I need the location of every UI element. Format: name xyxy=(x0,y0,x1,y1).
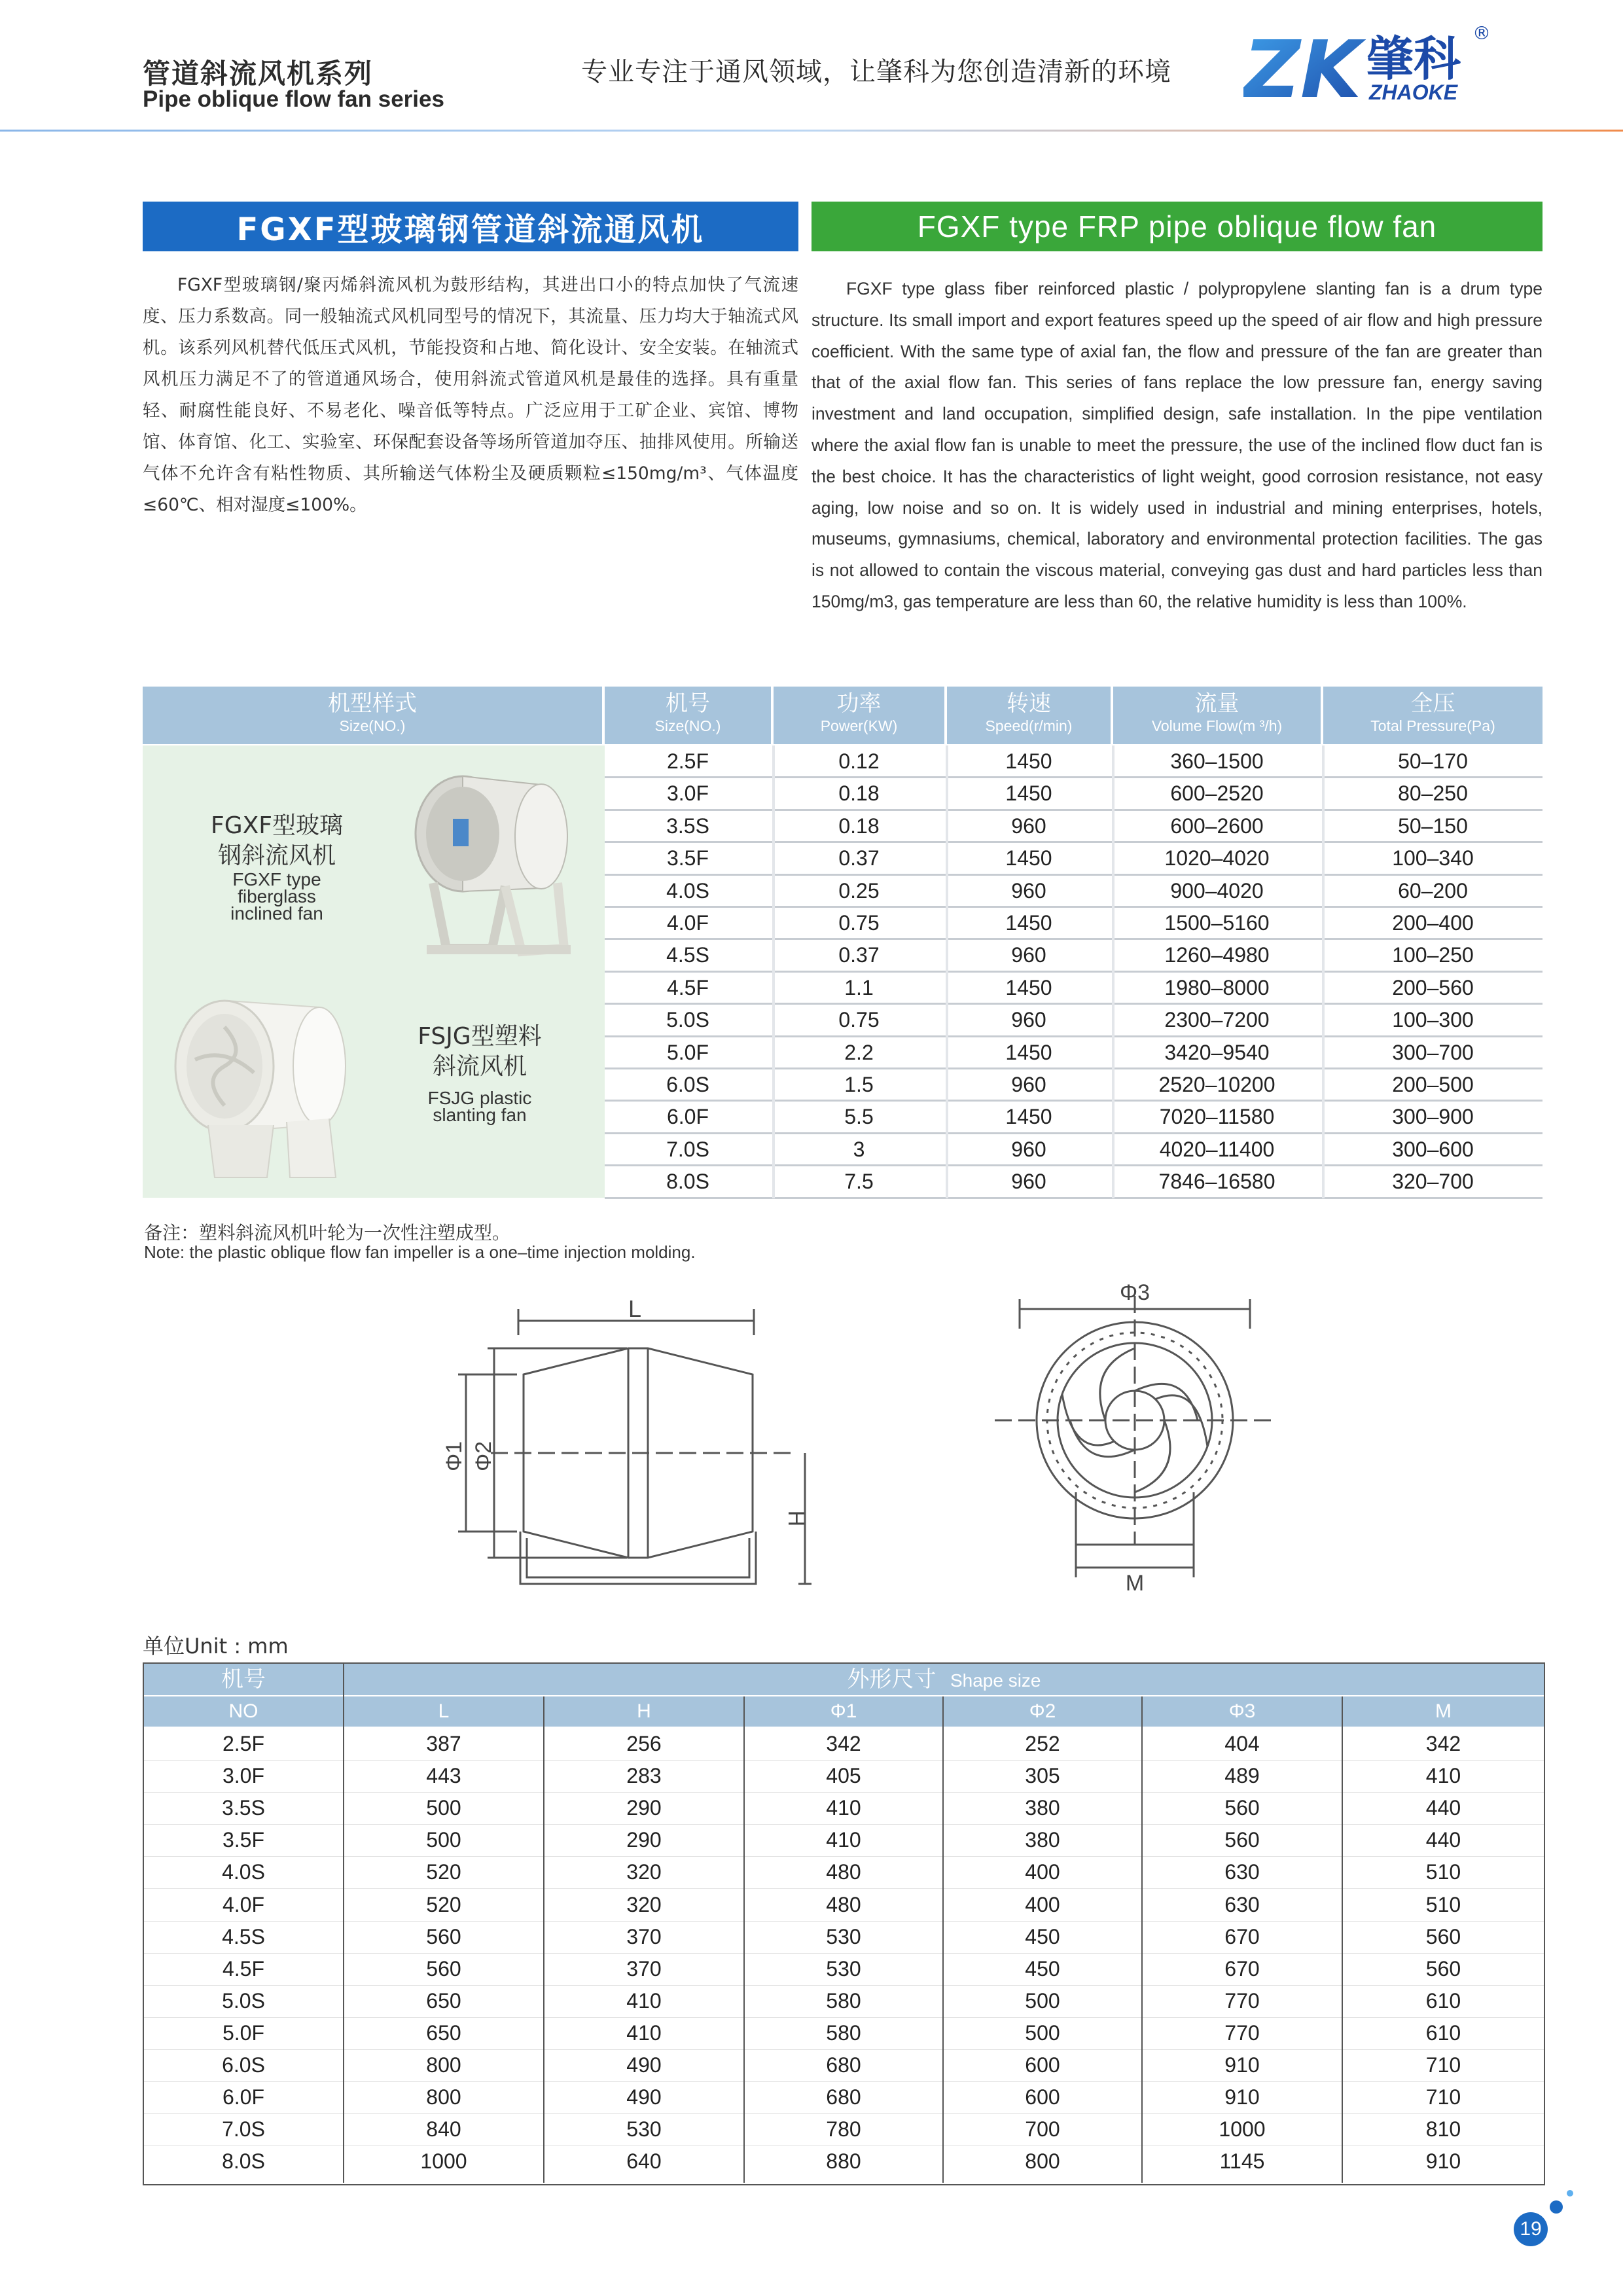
table-cell: 1500–5160 xyxy=(1164,911,1270,935)
table-cell: 600 xyxy=(1025,2085,1060,2109)
table-cell: 2.5F xyxy=(222,1732,265,1755)
table-cell: 610 xyxy=(1425,2020,1461,2045)
logo-letters: ZK xyxy=(1243,25,1361,115)
table-cell: 256 xyxy=(626,1732,662,1755)
table-row xyxy=(605,1101,1543,1133)
label-L: L xyxy=(628,1295,642,1322)
table-cell: 5.5 xyxy=(844,1105,874,1129)
table-cell: 810 xyxy=(1425,2117,1461,2142)
table-row xyxy=(605,907,1543,939)
table-row xyxy=(144,1728,1544,1761)
table-row xyxy=(144,1889,1544,1922)
table-row xyxy=(144,2113,1544,2146)
table-cell: 910 xyxy=(1224,2085,1260,2109)
table-row xyxy=(144,1824,1544,1857)
table-cell: 710 xyxy=(1425,2085,1461,2109)
table-cell: 7.0S xyxy=(222,2117,265,2142)
table-row xyxy=(605,1004,1543,1036)
table-cell: 80–250 xyxy=(1398,781,1468,806)
table-cell: 320–700 xyxy=(1392,1170,1474,1194)
table-cell: 800 xyxy=(426,2085,461,2109)
header-total-pressure: 全压 Total Pressure(Pa) xyxy=(1323,687,1543,744)
header-volume-flow: 流量 Volume Flow(m ³/h) xyxy=(1113,687,1321,744)
column-divider xyxy=(1141,1696,1143,2183)
table-row xyxy=(144,1856,1544,1889)
table-cell: 840 xyxy=(426,2117,461,2142)
table-cell: 610 xyxy=(1425,1988,1461,2013)
dim-column-header: M xyxy=(1343,1696,1544,1727)
table-cell: 2520–10200 xyxy=(1158,1073,1275,1096)
table-cell: 100–300 xyxy=(1392,1008,1474,1032)
table-cell: 300–900 xyxy=(1392,1105,1474,1129)
header-power: 功率 Power(KW) xyxy=(774,687,944,744)
fgxf-fan-image xyxy=(407,772,584,981)
series-title-cn: 管道斜流风机系列 xyxy=(143,58,374,90)
table-row xyxy=(144,2049,1544,2082)
table-row xyxy=(605,745,1543,778)
table-cell: 2300–7200 xyxy=(1164,1008,1270,1032)
table-cell: 2.5F xyxy=(666,749,709,773)
table-cell: 405 xyxy=(826,1764,861,1788)
table-cell: 320 xyxy=(626,1892,662,1916)
table-cell: 530 xyxy=(826,1924,861,1948)
table-row xyxy=(605,972,1543,1004)
table-cell: 560 xyxy=(426,1956,461,1981)
table-cell: 670 xyxy=(1224,1924,1260,1948)
logo-cn: 肇科 xyxy=(1366,31,1461,86)
series-title-en: Pipe oblique flow fan series xyxy=(143,86,444,112)
table-cell: 200–400 xyxy=(1392,911,1474,935)
table-cell: 380 xyxy=(1025,1796,1060,1820)
table-cell: 680 xyxy=(826,2085,861,2109)
label-phi3: Φ3 xyxy=(1119,1280,1150,1305)
table-cell: 960 xyxy=(1011,878,1046,903)
title-cn: FGXF型玻璃钢管道斜流通风机 xyxy=(143,202,798,251)
table-cell: 1980–8000 xyxy=(1164,975,1270,999)
table-cell: 7.5 xyxy=(844,1170,874,1194)
table-cell: 0.75 xyxy=(838,1008,880,1032)
table-row xyxy=(144,1760,1544,1793)
table-cell: 400 xyxy=(1025,1860,1060,1884)
column-divider xyxy=(1112,745,1115,1198)
table-cell: 600–2520 xyxy=(1170,781,1264,806)
table-cell: 404 xyxy=(1224,1732,1260,1755)
table-cell: 440 xyxy=(1425,1796,1461,1820)
table-cell: 6.0S xyxy=(666,1073,709,1096)
table-cell: 1450 xyxy=(1005,846,1052,870)
title-en: FGXF type FRP pipe oblique flow fan xyxy=(812,202,1543,251)
spec-table-header xyxy=(143,687,1543,744)
header-model-type: 机型样式 Size(NO.) xyxy=(143,687,602,744)
table-cell: 1020–4020 xyxy=(1164,846,1270,870)
table-cell: 387 xyxy=(426,1732,461,1755)
table-cell: 800 xyxy=(1025,2149,1060,2174)
table-cell: 490 xyxy=(626,2085,662,2109)
table-cell: 290 xyxy=(626,1796,662,1820)
table-cell: 1145 xyxy=(1219,2149,1265,2174)
model-type-panel xyxy=(143,745,605,1198)
table-cell: 1450 xyxy=(1005,1040,1052,1064)
table-cell: 342 xyxy=(1425,1732,1461,1755)
table-cell: 3.5S xyxy=(666,814,709,838)
table-cell: 4.0S xyxy=(666,878,709,903)
dim-column-header: Φ2 xyxy=(944,1696,1141,1727)
table-cell: 600–2600 xyxy=(1170,814,1264,838)
table-cell: 200–500 xyxy=(1392,1073,1474,1096)
table-cell: 100–250 xyxy=(1392,943,1474,967)
table-cell: 4.5S xyxy=(666,943,709,967)
table-cell: 580 xyxy=(826,1988,861,2013)
table-row xyxy=(144,2081,1544,2114)
table-cell: 510 xyxy=(1425,1892,1461,1916)
table-cell: 0.12 xyxy=(838,749,880,773)
table-cell: 1450 xyxy=(1005,975,1052,999)
table-cell: 320 xyxy=(626,1860,662,1884)
table-cell: 283 xyxy=(626,1764,662,1788)
table-cell: 50–150 xyxy=(1398,814,1468,838)
table-cell: 410 xyxy=(1425,1764,1461,1788)
table-row xyxy=(144,1921,1544,1954)
table-cell: 960 xyxy=(1011,1008,1046,1032)
table-cell: 305 xyxy=(1025,1764,1060,1788)
table-cell: 450 xyxy=(1025,1956,1060,1981)
table-row xyxy=(605,939,1543,971)
label-M: M xyxy=(1125,1571,1145,1596)
table-cell: 780 xyxy=(826,2117,861,2142)
table-cell: 960 xyxy=(1011,1170,1046,1194)
table-cell: 440 xyxy=(1425,1828,1461,1852)
note-en: Note: the plastic oblique flow fan impeller is a one–time injection molding. xyxy=(144,1242,696,1262)
table-cell: 410 xyxy=(626,1988,662,2013)
table-cell: 500 xyxy=(426,1796,461,1820)
table-cell: 1450 xyxy=(1005,911,1052,935)
table-cell: 4.5F xyxy=(222,1956,265,1981)
table-cell: 910 xyxy=(1425,2149,1461,2174)
table-row xyxy=(605,1037,1543,1069)
table-row xyxy=(144,1985,1544,2018)
table-row xyxy=(144,2017,1544,2050)
table-cell: 480 xyxy=(826,1860,861,1884)
table-cell: 670 xyxy=(1224,1956,1260,1981)
table-cell: 4.0F xyxy=(666,911,709,935)
table-cell: 640 xyxy=(626,2149,662,2174)
column-divider xyxy=(543,1696,544,2183)
column-divider xyxy=(1342,1696,1343,2183)
table-row xyxy=(605,842,1543,874)
table-cell: 880 xyxy=(826,2149,861,2174)
table-row xyxy=(144,1792,1544,1825)
table-cell: 700 xyxy=(1025,2117,1060,2142)
table-row xyxy=(144,2145,1544,2178)
table-cell: 3.5F xyxy=(222,1828,265,1852)
table-cell: 3.0F xyxy=(666,781,709,806)
table-cell: 960 xyxy=(1011,814,1046,838)
table-cell: 290 xyxy=(626,1828,662,1852)
table-cell: 0.37 xyxy=(838,846,880,870)
dim-column-header: Φ3 xyxy=(1143,1696,1342,1727)
intro-paragraph-en: FGXF type glass fiber reinforced plastic / polypropylene slanting fan is a drum type structure. Its small import and export features speed up the speed of air flow and high pressure coefficient. With the same type of axial fan, the flow and pressure of the fan are greater than that of the axial flow fan. This series of fans replace the low pressure fan, energy saving investment and land occupation, simplified design, safe installation. In the pipe ventilation where the axial flow fan is unable to meet the pressure, the use of the inclined flow duct fan is the best choice. It has the characteristics of light weight, good corrosion resistance, not easy aging, low noise and so on. It is widely used in industrial and mining enterprises, hotels, museums, gymnasiums, chemical, laboratory and environmental protection facilities. The gas is not allowed to contain the viscous material, conveying gas dust and hard particles less than 150mg/m3, gas temperature are less than 60, the relative humidity is less than 100%. xyxy=(812,279,1543,611)
table-cell: 1.1 xyxy=(844,975,874,999)
table-cell: 490 xyxy=(626,2053,662,2077)
table-cell: 1000 xyxy=(1219,2117,1266,2142)
table-cell: 0.37 xyxy=(838,943,880,967)
table-cell: 910 xyxy=(1224,2053,1260,2077)
table-cell: 50–170 xyxy=(1398,749,1468,773)
dimension-table xyxy=(143,1662,1545,2185)
column-divider xyxy=(743,1696,745,2183)
table-cell: 4.5S xyxy=(222,1924,265,1948)
table-cell: 5.0S xyxy=(222,1988,265,2013)
table-cell: 560 xyxy=(426,1924,461,1948)
unit-label: 单位Unit : mm xyxy=(143,1634,289,1659)
table-cell: 1450 xyxy=(1005,1105,1052,1129)
slogan: 专业专注于通风领域，让肇科为您创造清新的环境 xyxy=(581,57,1171,87)
fsjg-fan-image xyxy=(169,981,365,1191)
table-cell: 5.0F xyxy=(222,2020,265,2045)
table-cell: 0.25 xyxy=(838,878,880,903)
column-divider xyxy=(343,1664,344,2183)
table-cell: 300–700 xyxy=(1392,1040,1474,1064)
table-cell: 370 xyxy=(626,1956,662,1981)
table-cell: 630 xyxy=(1224,1860,1260,1884)
table-cell: 4.0S xyxy=(222,1860,265,1884)
table-cell: 520 xyxy=(426,1860,461,1884)
table-cell: 2.2 xyxy=(844,1040,874,1064)
table-cell: 450 xyxy=(1025,1924,1060,1948)
dim-column-header: H xyxy=(544,1696,743,1727)
zhaoke-logo xyxy=(1243,20,1499,115)
registered-mark: ® xyxy=(1472,22,1491,44)
table-cell: 7020–11580 xyxy=(1159,1105,1275,1129)
table-cell: 770 xyxy=(1224,1988,1260,2013)
table-cell: 410 xyxy=(826,1796,861,1820)
logo-en: ZHAOKE xyxy=(1369,81,1458,104)
row-divider xyxy=(605,1197,1543,1199)
table-cell: 8.0S xyxy=(222,2149,265,2174)
table-cell: 710 xyxy=(1425,2053,1461,2077)
table-cell: 400 xyxy=(1025,1892,1060,1916)
table-cell: 500 xyxy=(1025,1988,1060,2013)
table-cell: 7.0S xyxy=(666,1137,709,1161)
page-number: 19 xyxy=(1514,2212,1548,2246)
table-cell: 200–560 xyxy=(1392,975,1474,999)
page-dot-decoration xyxy=(1567,2190,1573,2197)
table-cell: 5.0F xyxy=(666,1040,709,1064)
table-cell: 4020–11400 xyxy=(1159,1137,1275,1161)
table-cell: 960 xyxy=(1011,943,1046,967)
label-phi1: Φ1 xyxy=(442,1441,467,1472)
front-view-drawing xyxy=(988,1270,1276,1597)
table-cell: 252 xyxy=(1025,1732,1060,1755)
table-cell: 380 xyxy=(1025,1828,1060,1852)
table-cell: 443 xyxy=(426,1764,461,1788)
table-cell: 900–4020 xyxy=(1170,878,1264,903)
dim-column-header: NO xyxy=(144,1696,343,1727)
table-row xyxy=(605,810,1543,842)
table-cell: 650 xyxy=(426,2020,461,2045)
table-cell: 410 xyxy=(826,1828,861,1852)
header-divider xyxy=(0,130,1623,132)
table-cell: 0.18 xyxy=(838,814,880,838)
dim-header-no-cn: 机号 xyxy=(144,1664,343,1695)
table-cell: 800 xyxy=(426,2053,461,2077)
table-cell: 370 xyxy=(626,1924,662,1948)
column-divider xyxy=(1322,745,1325,1198)
table-cell: 3420–9540 xyxy=(1164,1040,1270,1064)
table-cell: 480 xyxy=(826,1892,861,1916)
table-cell: 342 xyxy=(826,1732,861,1755)
column-divider xyxy=(946,745,948,1198)
header-speed: 转速 Speed(r/min) xyxy=(947,687,1111,744)
table-cell: 60–200 xyxy=(1398,878,1468,903)
table-cell: 5.0S xyxy=(666,1008,709,1032)
table-cell: 6.0F xyxy=(666,1105,709,1129)
column-divider xyxy=(772,745,775,1198)
intro-paragraph-cn: FGXF型玻璃钢/聚丙烯斜流风机为鼓形结构，其进出口小的特点加快了气流速度、压力系数高。同一般轴流式风机同型号的情况下，其流量、压力均大于轴流式风机。该系列风机替代低压式风机，节能投资和占地、简化设计、安全安装。在轴流式风机压力满足不了的管道通风场合，使用斜流式管道风机是最佳的选择。具有重量轻、耐腐性能良好、不易老化、噪音低等特点。广泛应用于工矿企业、宾馆、博物馆、体育馆、化工、实验室、环保配套设备等场所管道加夺压、抽排风使用。所输送气体不允许含有粘性物质、其所输送气体粉尘及硬质颗粒≤150mg/m³、气体温度≤60℃、相对湿度≤100%。 xyxy=(143,275,798,515)
table-cell: 1.5 xyxy=(844,1073,874,1096)
table-cell: 960 xyxy=(1011,1073,1046,1096)
table-cell: 8.0S xyxy=(666,1170,709,1194)
table-row xyxy=(605,1166,1543,1198)
table-cell: 3.0F xyxy=(222,1764,265,1788)
table-row xyxy=(605,1134,1543,1166)
table-cell: 560 xyxy=(1425,1956,1461,1981)
table-cell: 410 xyxy=(626,2020,662,2045)
table-cell: 500 xyxy=(426,1828,461,1852)
table-cell: 3 xyxy=(853,1137,865,1161)
table-cell: 3.5S xyxy=(222,1796,265,1820)
table-cell: 3.5F xyxy=(666,846,709,870)
table-cell: 100–340 xyxy=(1392,846,1474,870)
table-cell: 1450 xyxy=(1005,749,1052,773)
table-cell: 1000 xyxy=(420,2149,467,2174)
table-cell: 770 xyxy=(1224,2020,1260,2045)
table-cell: 7846–16580 xyxy=(1158,1170,1275,1194)
table-row xyxy=(144,1953,1544,1986)
table-cell: 360–1500 xyxy=(1170,749,1264,773)
table-cell: 560 xyxy=(1224,1828,1260,1852)
header-size-no: 机号 Size(NO.) xyxy=(605,687,771,744)
table-cell: 1450 xyxy=(1005,781,1052,806)
table-row xyxy=(605,1069,1543,1101)
table-cell: 680 xyxy=(826,2053,861,2077)
table-cell: 560 xyxy=(1425,1924,1461,1948)
note-cn: 备注：塑料斜流风机叶轮为一次性注塑成型。 xyxy=(144,1222,511,1244)
table-cell: 489 xyxy=(1224,1764,1260,1788)
table-cell: 630 xyxy=(1224,1892,1260,1916)
table-cell: 650 xyxy=(426,1988,461,2013)
fsjg-model-label: FSJG型塑料 斜流风机 FSJG plastic slanting fan xyxy=(418,1023,542,1125)
table-row xyxy=(605,875,1543,907)
fgxf-model-label: FGXF型玻璃 钢斜流风机 FGXF type fiberglass inclined fan xyxy=(211,812,343,924)
page-dot-decoration xyxy=(1550,2200,1563,2214)
table-cell: 0.18 xyxy=(838,781,880,806)
table-cell: 530 xyxy=(826,1956,861,1981)
table-cell: 4.5F xyxy=(666,975,709,999)
table-cell: 300–600 xyxy=(1392,1137,1474,1161)
table-cell: 1260–4980 xyxy=(1164,943,1270,967)
label-phi2: Φ2 xyxy=(471,1441,496,1472)
table-cell: 560 xyxy=(1224,1796,1260,1820)
table-cell: 960 xyxy=(1011,1137,1046,1161)
table-cell: 600 xyxy=(1025,2053,1060,2077)
dim-column-header: L xyxy=(344,1696,543,1727)
table-cell: 6.0F xyxy=(222,2085,265,2109)
dim-header-shape: 外形尺寸 Shape size xyxy=(344,1664,1544,1695)
table-cell: 520 xyxy=(426,1892,461,1916)
side-view-drawing xyxy=(419,1283,825,1597)
table-cell: 530 xyxy=(626,2117,662,2142)
table-cell: 580 xyxy=(826,2020,861,2045)
table-cell: 0.75 xyxy=(838,911,880,935)
table-cell: 6.0S xyxy=(222,2053,265,2077)
table-row xyxy=(605,778,1543,810)
table-cell: 510 xyxy=(1425,1860,1461,1884)
column-divider xyxy=(942,1696,944,2183)
table-cell: 500 xyxy=(1025,2020,1060,2045)
label-H: H xyxy=(783,1510,808,1527)
table-cell: 4.0F xyxy=(222,1892,265,1916)
dim-column-header: Φ1 xyxy=(745,1696,942,1727)
